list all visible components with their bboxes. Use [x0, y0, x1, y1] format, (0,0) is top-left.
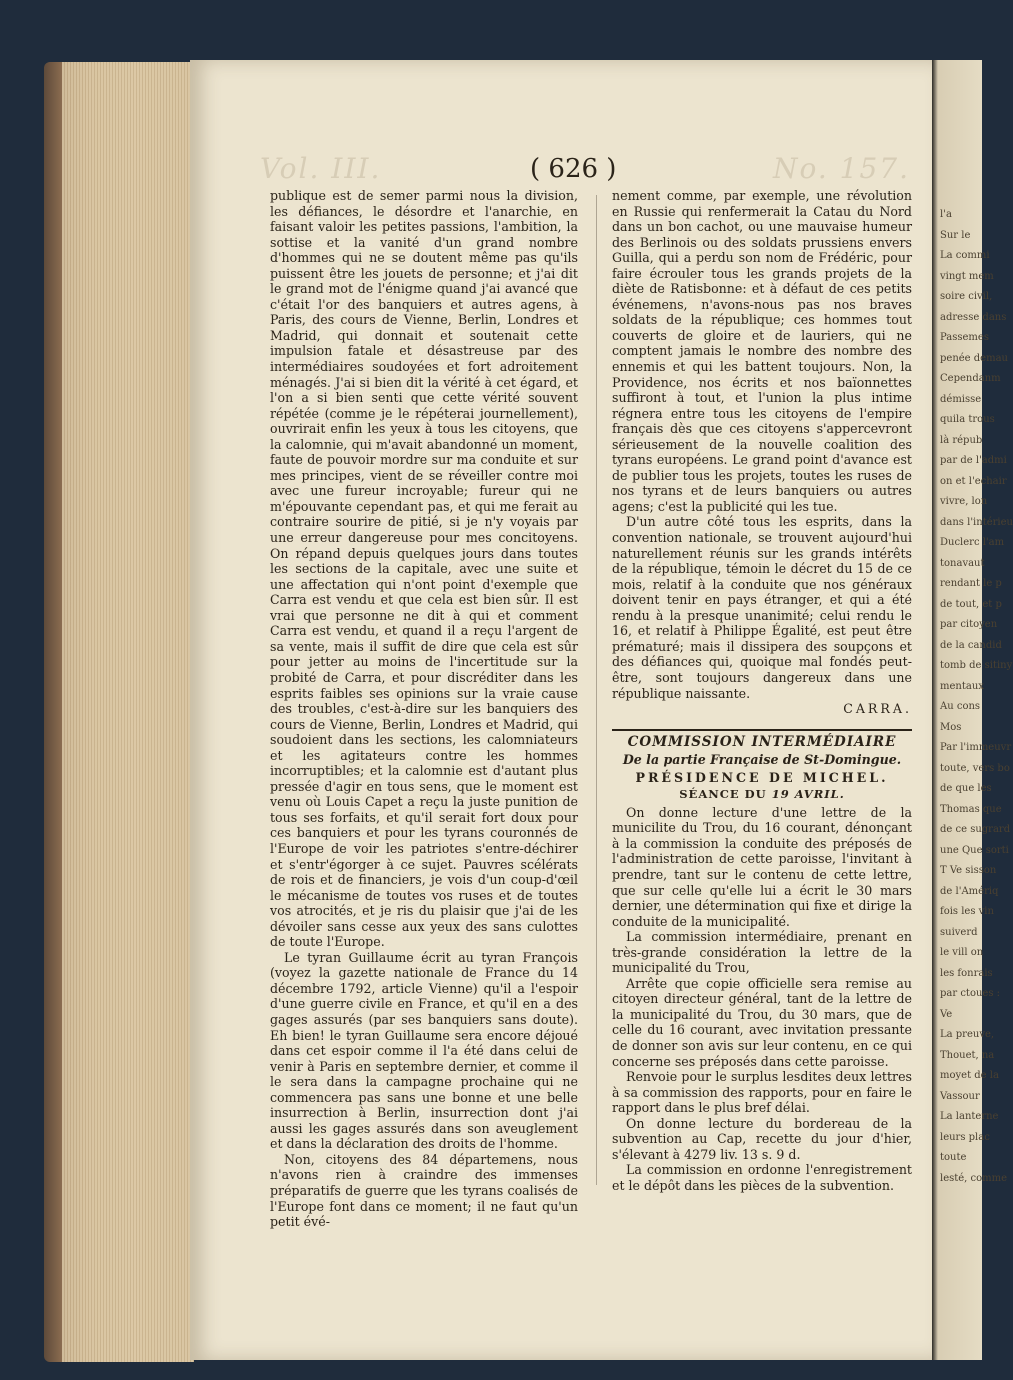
adjacent-page-fragment: tomb de sitiny	[940, 660, 1013, 671]
adjacent-page-fragment: adresse dans	[940, 311, 1007, 323]
adjacent-page-fragment: les fonrais	[940, 967, 993, 979]
right-column	[612, 188, 912, 1193]
adjacent-page-fragment: T Ve sisson	[940, 865, 997, 876]
adjacent-page-fragment: lesté, comme	[940, 1172, 1008, 1184]
page-number: ( 626 )	[530, 154, 617, 184]
adjacent-page-fragment: vingt mem	[940, 270, 994, 282]
adjacent-page-fragment: Au cons	[940, 701, 981, 712]
adjacent-page-fragment: La lanterne	[940, 1111, 999, 1122]
page-stack	[62, 62, 194, 1362]
adjacent-page-fragment: là répub	[940, 434, 983, 446]
paragraph: On donne lecture d'une lettre de la municilite du Trou, du 16 courant, dénonçant à la commission la conduite des préposés de l'administration de cette paroisse, l'invitant à prendre, tant sur le contenu de cette lettre, que sur celle qu'elle lui a écrit le 30 mars dernier, une détermination qui fixe et dirige la conduite de la municipalité.	[612, 804, 912, 929]
adjacent-page-fragment: l'a	[940, 209, 952, 220]
adjacent-page-fragment: vivre, lon	[940, 496, 988, 507]
adjacent-page-fragment: penée demau	[940, 352, 1008, 364]
adjacent-page-fragment: tonavaut	[940, 557, 985, 569]
adjacent-page-fragment: Ve	[940, 1008, 953, 1020]
adjacent-page-fragment: fois les vin	[940, 906, 994, 917]
paragraph: Renvoie pour le surplus lesdites deux lettres à sa commission des rapports, pour en faire le rapport dans le plus bref délai.	[612, 1069, 912, 1116]
adjacent-page-fragment: démisse	[940, 393, 982, 405]
adjacent-page-fragment: moyet de la	[940, 1070, 999, 1081]
paragraph: publique est de semer parmi nous la division, les défiances, le désordre et l'anarchie, en faisant valoir les petites passions, l'ambition, la sottise et la vanité d'un grand nombre d'hommes qui ne se doutent même pas qu'ils puissent être les jouets de personne; et j'ai dit le grand mot de l'énigme quand j'ai avancé que c'était l'or des banquiers et autres agens, à Paris, des cours de Vienne, Berlin, Londres et Madrid, qui donnait et soutenait cette impulsion fatale et désastreuse par des intermédiaires soudoyées et fort adroitement ménagés. J'ai si bien dit la vérité à cet égard, et l'on a si bien senti que cette vérité souvent répétée (comme je le répéterai journellement), ouvrirait enfin les yeux à tous les citoyens, que la calomnie, qui m'avait abandonné un moment, faute de pouvoir mordre sur ma conduite et sur mes principes, vient de se réveiller contre moi avec une fureur incroyable; fureur qui ne m'épouvante cependant pas, et qui me ferait au contraire sourire de pitié, si je n'y voyais par une erreur dangereuse pour mes concitoyens. On répand depuis quelques jours dans toutes les sections de la capitale, avec une suite et une affectation qui n'ont point d'exemple que Carra est vendu et que cela est bien sûr. Il est vrai que personne ne dit à qui et comment Carra est vendu, et quand il a reçu l'argent de sa vente, mais il suffit de dire que cela est sûr pour jetter au moins de l'incertitude sur la probité de Carra, et pour discréditer dans les esprits faibles ses opinions sur la vraie cause des troubles, c'est-à-dire sur les banquiers des cours de Vienne, Berlin, Londres et Madrid, qui soudoient dans les sections, les calomniateurs et les agitateurs contre les hommes incorruptibles; et la calomnie est d'autant plus pressée d'agir en tous sens, que le moment est venu où Louis Capet a reçu la juste punition de tous ses forfaits, et qu'il serait fort doux pour ces banquiers et pour les tyrans couronnés de l'Europe de voir les patriotes s'entre-déchirer et s'entr'égorger à ce sujet. Pauvres scélérats de rois et de financiers, je vois d'un coup-d'œil le mécanisme de toutes vos ruses et de toutes vos atrocités, et je ris du plaisir que j'ai de les dévoiler sans cesse aux yeux des sans culottes de toute l'Europe.	[270, 188, 578, 950]
paragraph: La commission intermédiaire, prenant en très-grande considération la lettre de la municipalité du Trou,	[612, 929, 912, 976]
section-divider	[612, 729, 912, 731]
paragraph: D'un autre côté tous les esprits, dans la convention nationale, se trouvent aujourd'hui naturellement réunis sur les grands intérêts de la république, témoin le décret du 15 de ce mois, relatif à la conduite que nos généraux doivent tenir en pays étranger, et qui a été rendu à la presque unanimité; celui rendu le 16, et relatif à Philippe Égalité, est peut être prématuré; mais il dissipera des soupçons et des défiances qui, quoique mal fondés peut-être, sont toujours dangereux dans une république naissante.	[612, 514, 912, 701]
adjacent-page-fragment: de ce sugrard	[940, 824, 1011, 835]
adjacent-page-strip	[932, 60, 1013, 1360]
adjacent-page-fragment: par ctoues :	[940, 988, 1000, 999]
section-subheading: De la partie Française de St-Domingue.	[622, 752, 902, 768]
adjacent-page-fragment: une Que sorti	[940, 844, 1009, 856]
adjacent-page-fragment: mentaux	[940, 680, 984, 692]
adjacent-page-fragment: de la candid	[940, 639, 1002, 651]
paragraph: La commission en ordonne l'enregistrement et le dépôt dans les pièces de la subvention.	[612, 1162, 912, 1193]
bleed-through-volume: Vol. III.	[260, 152, 382, 185]
adjacent-page-fragment: Thouet, na	[940, 1049, 995, 1061]
session-heading	[612, 787, 912, 803]
adjacent-page-fragment: suiverd	[940, 926, 978, 938]
paragraph: Arrête que copie officielle sera remise au citoyen directeur général, tant de la lettre de la municipalité du Trou, du 30 mars, que de celle du 16 courant, avec invitation pressante de donner son avis sur leur contenu, en ce qui concerne ses préposés dans cette paroisse.	[612, 975, 912, 1069]
session-label: SÉANCE DU	[679, 787, 767, 802]
running-head	[250, 152, 930, 190]
adjacent-page-fragment: de tout, et p	[940, 598, 1002, 610]
paragraph: On donne lecture du bordereau de la subvention au Cap, recette du jour d'hier, s'élevant à 4279 liv. 13 s. 9 d.	[612, 1115, 912, 1162]
adjacent-page-fragment: toute	[940, 1152, 967, 1163]
paragraph: Non, citoyens des 84 départemens, nous n'avons rien à craindre des immenses préparatifs de guerre que les tyrans coalisés de l'Europe font dans ce moment; il ne faut qu'un petit évé-	[270, 1151, 578, 1230]
author-signature: CARRA.	[843, 701, 912, 717]
adjacent-page-fragment: par de l'admi	[940, 455, 1007, 466]
adjacent-page-fragment: dans l'intérieu	[940, 516, 1013, 528]
session-date: 19 AVRIL.	[771, 787, 845, 802]
paragraph: Le tyran Guillaume écrit au tyran François (voyez la gazette nationale de France du 14 décembre 1792, article Vienne) qu'il a l'espoir d'une guerre civile en France, et qu'il en a des gages assurés (par ses banquiers sans doute). Eh bien! le tyran Guillaume sera encore déjoué dans cet espoir comme il l'a été dans celui de venir à Paris en septembre dernier, et comme il le sera dans la campagne prochaine qui ne commencera pas sans une bonne et une belle insurrection à Berlin, insurrection dont j'ai aussi les gages assurés dans son aveuglement et dans la déclaration des droits de l'homme.	[270, 949, 578, 1152]
adjacent-page-fragment: Par l'immeuvr	[940, 742, 1012, 753]
book-page-edges	[44, 62, 194, 1362]
adjacent-page-fragment: Sur le	[940, 229, 971, 241]
adjacent-page-fragment: toute, vers bo	[940, 762, 1010, 774]
paragraph: nement comme, par exemple, une révolution en Russie qui renfermerait la Catau du Nord dans un bon cachot, ou une mauvaise humeur des Berlinois ou des soldats prussiens envers Guilla, qui a perdu son nom de Frédéric, pour faire écrouler tous les grands projets de la diète de Ratisbonne: et à défaut de ces petits événemens, n'avons-nous pas nos braves soldats de la république; ces hommes tout couverts de gloire et de lauriers, qui ne comptent jamais le nombre des nombre des ennemis et qui les battent toujours. Non, la Providence, nos écrits et nos baïonnettes suffiront à tout, et l'union la plus intime régnera entre tous les citoyens de l'empire français dès que ces citoyens s'appercevront sérieusement de la nouvelle coalition des tyrans européens. Le grand point d'avance est de publier tous les projets, toutes les ruses de nos tyrans et de leurs banquiers ou autres agens; c'est la publicité qui les tue.	[612, 188, 912, 514]
adjacent-page-fragment: La preuve,	[940, 1029, 995, 1040]
presidency-heading: PRÉSIDENCE DE MICHEL.	[635, 769, 889, 785]
adjacent-page-fragment: par citoyen	[940, 619, 998, 630]
adjacent-page-fragment: soire civil,	[940, 291, 993, 302]
adjacent-page-fragment: rendant le p	[940, 578, 1002, 589]
section-heading: COMMISSION INTERMÉDIAIRE	[627, 733, 897, 750]
bleed-through-number: No. 157.	[772, 152, 910, 185]
adjacent-page-fragment: de l'Amériq	[940, 885, 999, 897]
adjacent-page-fragment: quila trous	[940, 414, 995, 425]
adjacent-page-fragment: Thomas que	[940, 803, 1002, 815]
adjacent-page-fragment: leurs plac	[940, 1131, 990, 1143]
column-rule	[596, 195, 597, 1185]
left-column	[270, 188, 578, 1230]
adjacent-page-fragment: Cependanm	[940, 373, 1001, 384]
adjacent-page-fragment: de que les	[940, 783, 992, 794]
adjacent-page-fragment: Mos	[940, 721, 962, 733]
adjacent-page-fragment: le vill on	[940, 947, 984, 958]
adjacent-page-fragment: on et l'echair	[940, 475, 1007, 487]
adjacent-page-fragment: La commi	[940, 250, 990, 261]
adjacent-page-fragment: Passemes	[940, 332, 989, 343]
adjacent-page-fragment: Vassour	[940, 1090, 980, 1102]
adjacent-page-fragment: Duclerc l'am	[940, 537, 1005, 548]
